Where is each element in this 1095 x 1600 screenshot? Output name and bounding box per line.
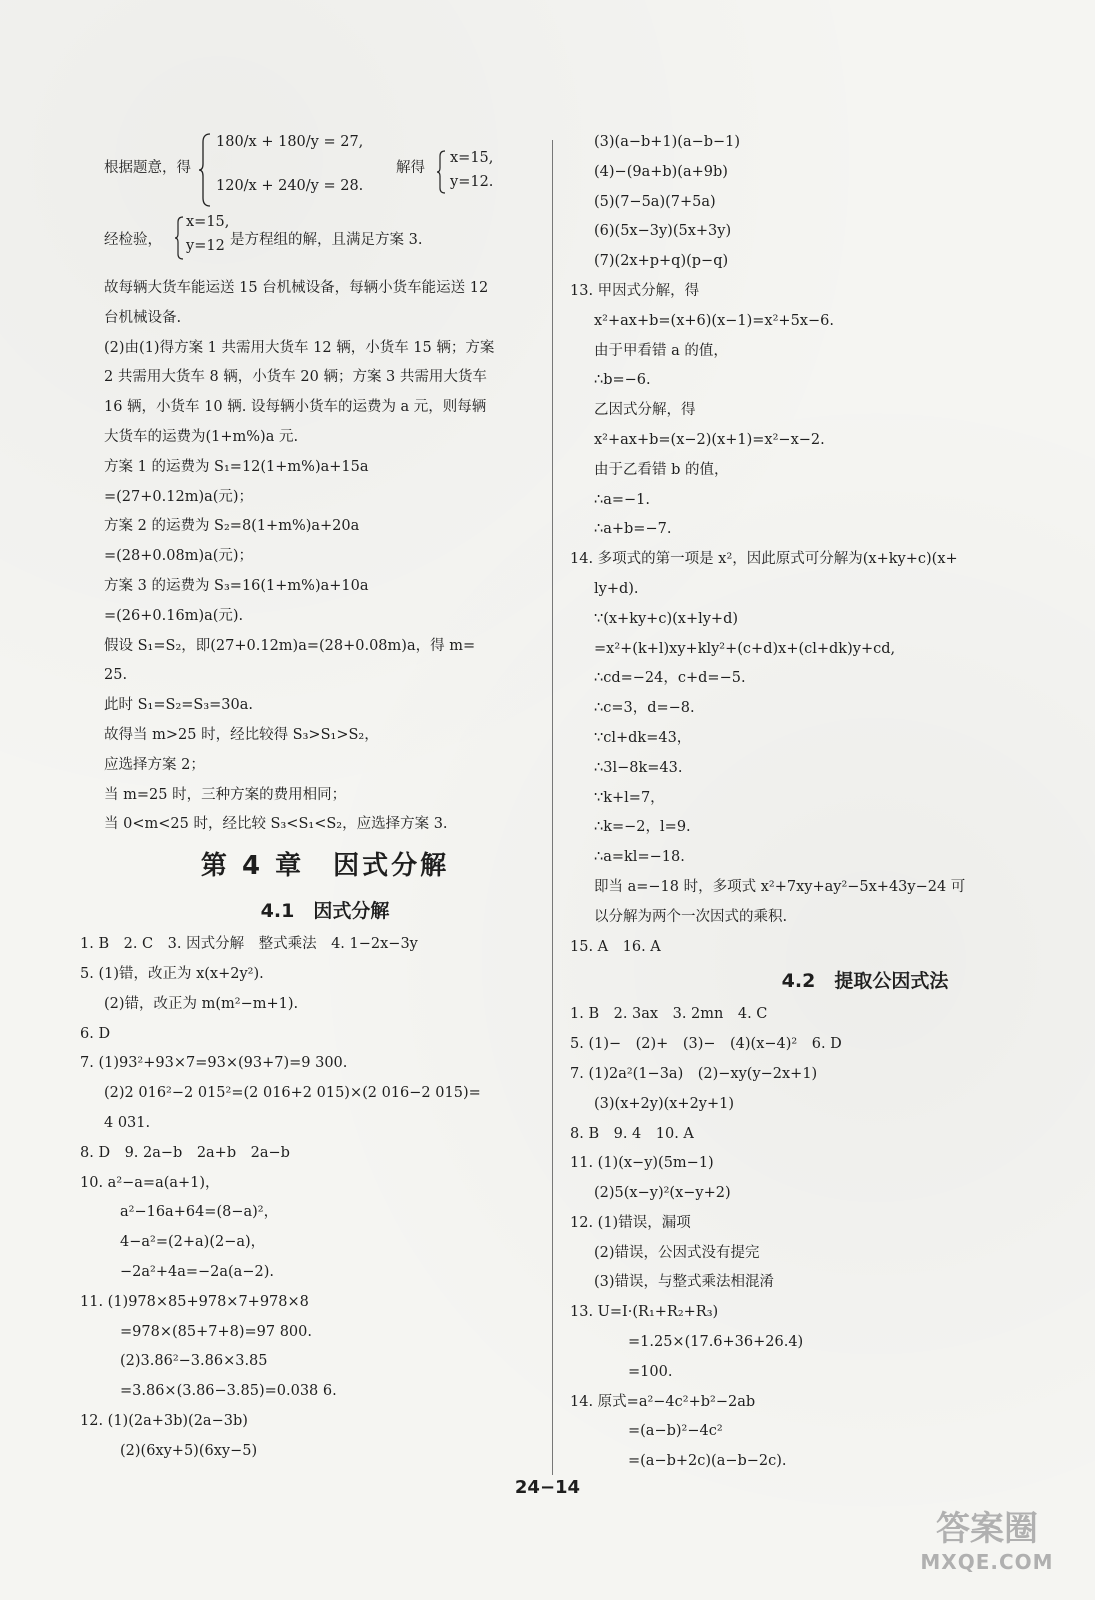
answer-line: 11. (1)978×85+978×7+978×8 <box>80 1293 309 1310</box>
section-title: 4.1 因式分解 <box>260 900 390 923</box>
answer-line: ∴a=−1. <box>594 491 651 508</box>
answer-line: ly+d). <box>594 580 639 597</box>
check-prefix: 经检验， <box>104 232 162 248</box>
answer-line: 以分解为两个一次因式的乘积. <box>594 908 788 925</box>
answer-line: 5. (1)错，改正为 x(x+2y²). <box>80 965 264 982</box>
answer-line: 1. B 2. C 3. 因式分解 整式乘法 4. 1−2x−3y <box>80 936 418 953</box>
answer-line: ∵(x+ky+c)(x+ly+d) <box>594 610 739 627</box>
answer-line: (3)(a−b+1)(a−b−1) <box>594 134 741 150</box>
answer-line: ∵k+l=7， <box>594 789 665 806</box>
text-line: 2 共需用大货车 8 辆，小货车 20 辆；方案 3 共需用大货车 <box>104 369 487 386</box>
left-brace-icon <box>174 216 184 260</box>
text-line: 方案 2 的运费为 S₂=8(1+m%)a+20a <box>104 518 360 535</box>
answer-line: 由于甲看错 a 的值， <box>594 342 728 359</box>
answer-line: (3)(x+2y)(x+2y+1) <box>594 1095 735 1112</box>
answer-line: ∴cd=−24，c+d=−5. <box>594 670 746 687</box>
answer-line: =x²+(k+l)xy+kly²+(c+d)x+(cl+dk)y+cd, <box>594 640 896 657</box>
answer-line: 11. (1)(x−y)(5m−1) <box>570 1155 714 1172</box>
answer-line: 由于乙看错 b 的值， <box>594 461 729 478</box>
text-line: 方案 1 的运费为 S₁=12(1+m%)a+15a <box>104 458 369 475</box>
answer-line: x²+ax+b=(x−2)(x+1)=x²−x−2. <box>594 431 825 448</box>
answer-line: (2)3.86²−3.86×3.85 <box>120 1353 268 1370</box>
answer-line: x²+ax+b=(x+6)(x−1)=x²+5x−6. <box>594 312 834 329</box>
answer-line: =3.86×(3.86−3.85)=0.038 6. <box>120 1383 337 1400</box>
answer-line: 8. D 9. 2a−b 2a+b 2a−b <box>80 1144 290 1161</box>
text-line: 25. <box>104 667 128 684</box>
right-column <box>570 128 1040 1477</box>
text-line: 方案 3 的运费为 S₃=16(1+m%)a+10a <box>104 577 369 594</box>
answer-line: ∴a+b=−7. <box>594 521 672 538</box>
answer-line: (2)5(x−y)²(x−y+2) <box>594 1185 731 1202</box>
text-line: =(28+0.08m)a(元)； <box>104 548 254 565</box>
left-column <box>80 128 540 1466</box>
answer-line: 5. (1)− (2)+ (3)− (4)(x−4)² 6. D <box>570 1036 842 1053</box>
answer-line: 12. (1)(2a+3b)(2a−3b) <box>80 1412 248 1429</box>
text-line: 当 m=25 时，三种方案的费用相同； <box>104 786 347 803</box>
answer-line: (3)错误，与整式乘法相混淆 <box>594 1274 775 1291</box>
answer-line: =1.25×(17.6+36+26.4) <box>628 1334 804 1351</box>
answer-line: 6. D <box>80 1025 111 1042</box>
text-line: =(26+0.16m)a(元). <box>104 607 244 624</box>
equation-system-2 <box>80 210 540 274</box>
system-prefix: 根据题意，得 <box>104 160 191 176</box>
page-number: 24−14 <box>514 1477 581 1498</box>
system-eq-1: 180/x + 180/y = 27, <box>216 134 364 150</box>
answer-line: 7. (1)93²+93×7=93×(93+7)=9 300. <box>80 1055 348 1072</box>
check-suffix: 是方程组的解，且满足方案 3. <box>230 232 423 248</box>
answer-line: 13. U=I·(R₁+R₂+R₃) <box>570 1304 719 1321</box>
answer-line: (6)(5x−3y)(5x+3y) <box>594 223 732 240</box>
answer-line: ∴k=−2，l=9. <box>594 819 691 836</box>
answer-line: a²−16a+64=(8−a)²， <box>120 1204 279 1221</box>
system-solve-label: 解得 <box>396 160 425 176</box>
answer-line: −2a²+4a=−2a(a−2). <box>120 1263 274 1280</box>
answer-line: ∴c=3，d=−8. <box>594 700 695 717</box>
text-line: 应选择方案 2； <box>104 756 205 773</box>
answer-line: (5)(7−5a)(7+5a) <box>594 193 716 210</box>
answer-line: ∴a=kl=−18. <box>594 849 685 866</box>
solution-y: y=12. <box>450 174 494 190</box>
answer-line: ∴b=−6. <box>594 372 651 389</box>
answer-line: 15. A 16. A <box>570 938 661 955</box>
solution-x: x=15, <box>450 150 494 166</box>
system-eq-2: 120/x + 240/y = 28. <box>216 178 364 194</box>
answer-line: 12. (1)错误，漏项 <box>570 1214 691 1231</box>
column-divider <box>552 140 553 1475</box>
answer-line: (4)−(9a+b)(a+9b) <box>594 163 728 180</box>
answer-line: ∵cl+dk=43， <box>594 729 692 746</box>
check-x: x=15, <box>186 214 230 230</box>
watermark-logo <box>887 1508 1087 1588</box>
answer-line: 14. 多项式的第一项是 x²，因此原式可分解为(x+ky+c)(x+ <box>570 551 958 568</box>
answer-line: ∴3l−8k=43. <box>594 759 683 776</box>
answer-line: =(a−b+2c)(a−b−2c). <box>628 1453 787 1470</box>
text-line: 假设 S₁=S₂，即(27+0.12m)a=(28+0.08m)a，得 m= <box>104 637 476 654</box>
equation-system-1 <box>80 128 540 210</box>
text-line: 16 辆，小货车 10 辆. 设每辆小货车的运费为 a 元，则每辆 <box>104 399 487 416</box>
answer-line: 4−a²=(2+a)(2−a)， <box>120 1234 266 1251</box>
text-line: 大货车的运费为(1+m%)a 元. <box>104 428 299 445</box>
answer-line: (7)(2x+p+q)(p−q) <box>594 253 729 270</box>
check-y: y=12 <box>186 238 225 254</box>
text-line: 故每辆大货车能运送 15 台机械设备，每辆小货车能运送 12 <box>104 280 489 296</box>
text-line: 此时 S₁=S₂=S₃=30a. <box>104 697 254 714</box>
watermark-title: 答案圈 <box>936 1509 1038 1549</box>
answer-line: 乙因式分解，得 <box>594 402 696 419</box>
answer-line: 14. 原式=a²−4c²+b²−2ab <box>570 1393 756 1410</box>
text-line: 台机械设备. <box>104 309 182 326</box>
answer-line: (2)错，改正为 m(m²−m+1). <box>104 995 299 1012</box>
answer-line: 13. 甲因式分解，得 <box>570 282 700 299</box>
section-title: 4.2 提取公因式法 <box>781 970 949 993</box>
answer-line: 4 031. <box>104 1114 151 1131</box>
left-brace-icon <box>198 132 212 208</box>
answer-line: (2)2 016²−2 015²=(2 016+2 015)×(2 016−2 015)= <box>104 1085 481 1102</box>
answer-line: =978×(85+7+8)=97 800. <box>120 1323 312 1340</box>
answer-line: =(a−b)²−4c² <box>628 1423 723 1440</box>
answer-line: 即当 a=−18 时，多项式 x²+7xy+ay²−5x+43y−24 可 <box>594 878 966 895</box>
text-line: 当 0<m<25 时，经比较 S₃<S₁<S₂，应选择方案 3. <box>104 816 448 833</box>
answer-line: 1. B 2. 3ax 3. 2mn 4. C <box>570 1006 768 1023</box>
text-line: (2)由(1)得方案 1 共需用大货车 12 辆，小货车 15 辆；方案 <box>104 339 495 356</box>
chapter-title: 第 4 章 因式分解 <box>200 851 450 882</box>
answer-line: (2)错误，公因式没有提完 <box>594 1244 760 1261</box>
left-brace-icon <box>436 150 446 194</box>
watermark-url: MXQE.COM <box>920 1550 1054 1574</box>
answer-line: 7. (1)2a²(1−3a) (2)−xy(y−2x+1) <box>570 1065 818 1082</box>
answer-line: 8. B 9. 4 10. A <box>570 1125 694 1142</box>
text-line: =(27+0.12m)a(元)； <box>104 488 254 505</box>
answer-line: =100. <box>628 1363 673 1380</box>
answer-line: 10. a²−a=a(a+1)， <box>80 1174 220 1191</box>
answer-line: (2)(6xy+5)(6xy−5) <box>120 1442 258 1459</box>
text-line: 故得当 m>25 时，经比较得 S₃>S₁>S₂， <box>104 726 379 743</box>
